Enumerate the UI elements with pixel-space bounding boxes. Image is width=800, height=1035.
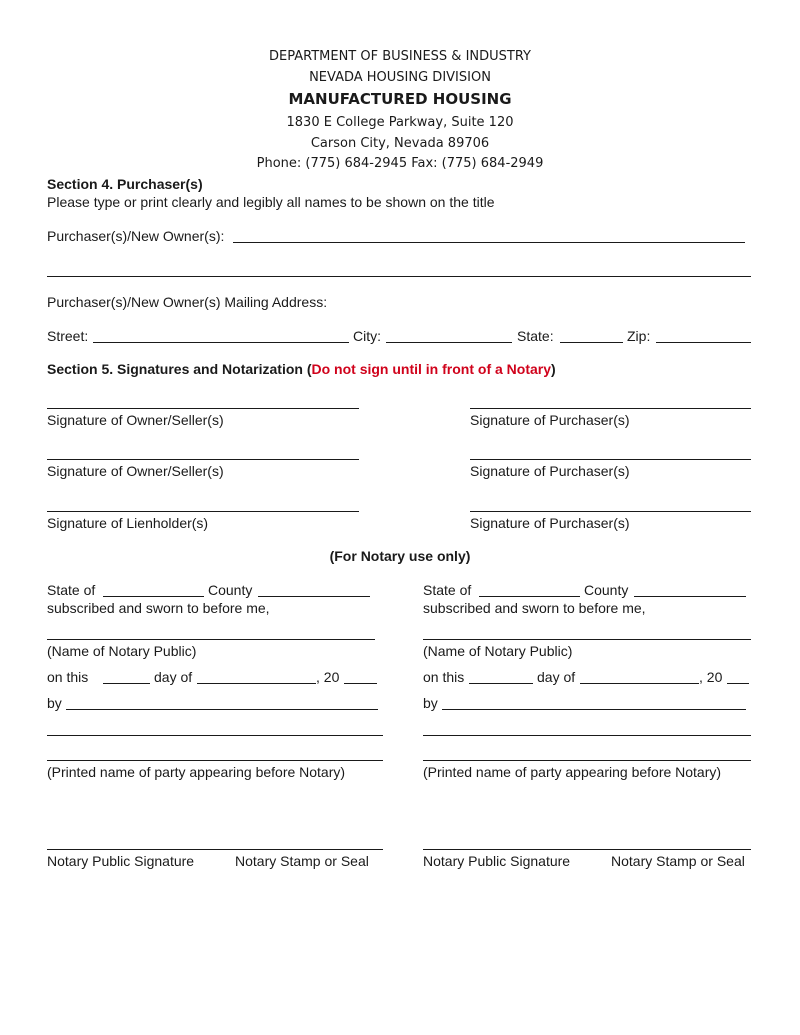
city-field[interactable] (386, 342, 512, 343)
owner-signature-field-2[interactable] (47, 459, 359, 460)
notary-left-state-field[interactable] (103, 596, 204, 597)
notary-left-name-field[interactable] (47, 639, 375, 640)
owner-name-field[interactable] (233, 242, 745, 243)
document-title: MANUFACTURED HOUSING (288, 90, 512, 108)
notary-right-month-field[interactable] (580, 683, 699, 684)
city-label: City: (353, 328, 381, 344)
zip-field[interactable] (656, 342, 751, 343)
notary-right-day-of-label: day of (537, 669, 576, 685)
owner-name-field-line-2[interactable] (47, 276, 751, 277)
notary-left-by-label: by (47, 695, 62, 711)
owner-signature-label-1: Signature of Owner/Seller(s) (47, 412, 224, 428)
purchaser-signature-field-1[interactable] (470, 408, 751, 409)
section-5-title-close: ) (551, 361, 556, 377)
zip-label: Zip: (627, 328, 651, 344)
notary-right-name-field[interactable] (423, 639, 751, 640)
notary-right-signature-field[interactable] (423, 849, 751, 850)
notary-right-printed-label: (Printed name of party appearing before Notary) (423, 764, 722, 780)
notary-right-year-label: , 20 (699, 669, 723, 685)
notary-right-county-field[interactable] (634, 596, 746, 597)
notary-heading: (For Notary use only) (329, 548, 471, 564)
notary-right-sworn-text: subscribed and sworn to before me, (423, 600, 646, 616)
notary-left-county-field[interactable] (258, 596, 370, 597)
notary-left-year-label: , 20 (316, 669, 340, 685)
notary-left-on-this-label: on this (47, 669, 89, 685)
address-line-2: Carson City, Nevada 89706 (310, 136, 490, 151)
purchaser-signature-field-2[interactable] (470, 459, 751, 460)
notary-left-year-field[interactable] (344, 683, 377, 684)
notary-left-county-label: County (208, 582, 253, 598)
division-name: NEVADA HOUSING DIVISION (309, 70, 491, 85)
owner-signature-field-1[interactable] (47, 408, 359, 409)
notary-right-county-label: County (584, 582, 629, 598)
notary-left-sworn-text: subscribed and sworn to before me, (47, 600, 270, 616)
notary-right-year-field[interactable] (727, 683, 749, 684)
notary-right-state-label: State of (423, 582, 472, 598)
notary-left-day-field[interactable] (103, 683, 150, 684)
address-line-1: 1830 E College Parkway, Suite 120 (286, 115, 514, 130)
notary-right-printed-line-2[interactable] (423, 760, 751, 761)
notary-left-name-label: (Name of Notary Public) (47, 643, 197, 659)
notary-left-signature-label: Notary Public Signature (47, 853, 195, 869)
notary-right-by-label: by (423, 695, 438, 711)
notary-left-by-field[interactable] (66, 709, 378, 710)
department-name: DEPARTMENT OF BUSINESS & INDUSTRY (268, 49, 531, 64)
notary-left-stamp-label: Notary Stamp or Seal (235, 853, 369, 869)
purchaser-signature-label-1: Signature of Purchaser(s) (470, 412, 630, 428)
street-label: Street: (47, 328, 89, 344)
notary-left-signature-field[interactable] (47, 849, 383, 850)
notary-right-day-field[interactable] (469, 683, 533, 684)
section-5-title-text: Section 5. Signatures and Notarization ( (47, 361, 312, 377)
section-5-title (47, 362, 556, 376)
notary-right-on-this-label: on this (423, 669, 465, 685)
notary-right-state-field[interactable] (479, 596, 580, 597)
section-4-title: Section 4. Purchaser(s) (47, 176, 203, 192)
purchaser-signature-label-3: Signature of Purchaser(s) (470, 515, 630, 531)
notary-right-signature-label: Notary Public Signature (423, 853, 571, 869)
notary-right-name-label: (Name of Notary Public) (423, 643, 573, 659)
notary-left-day-of-label: day of (154, 669, 193, 685)
state-label: State: (517, 328, 554, 344)
notary-left-month-field[interactable] (197, 683, 316, 684)
phone-fax: Phone: (775) 684-2945 Fax: (775) 684-2949 (256, 156, 544, 171)
notary-left-printed-line-2[interactable] (47, 760, 383, 761)
purchaser-signature-label-2: Signature of Purchaser(s) (470, 463, 630, 479)
state-field[interactable] (560, 342, 623, 343)
lienholder-signature-label: Signature of Lienholder(s) (47, 515, 209, 531)
mailing-address-label: Purchaser(s)/New Owner(s) Mailing Address: (47, 294, 328, 310)
notary-right-stamp-label: Notary Stamp or Seal (611, 853, 745, 869)
notary-left-printed-line-1[interactable] (47, 735, 383, 736)
notary-left-printed-label: (Printed name of party appearing before Notary) (47, 764, 346, 780)
owner-label: Purchaser(s)/New Owner(s): (47, 228, 225, 244)
section-4-instructions: Please type or print clearly and legibly all names to be shown on the title (47, 194, 495, 210)
notary-right-by-field[interactable] (442, 709, 746, 710)
owner-signature-label-2: Signature of Owner/Seller(s) (47, 463, 224, 479)
lienholder-signature-field[interactable] (47, 511, 359, 512)
notary-left-state-label: State of (47, 582, 96, 598)
notary-right-printed-line-1[interactable] (423, 735, 751, 736)
street-field[interactable] (93, 342, 349, 343)
purchaser-signature-field-3[interactable] (470, 511, 751, 512)
notary-warning: Do not sign until in front of a Notary (311, 361, 552, 377)
